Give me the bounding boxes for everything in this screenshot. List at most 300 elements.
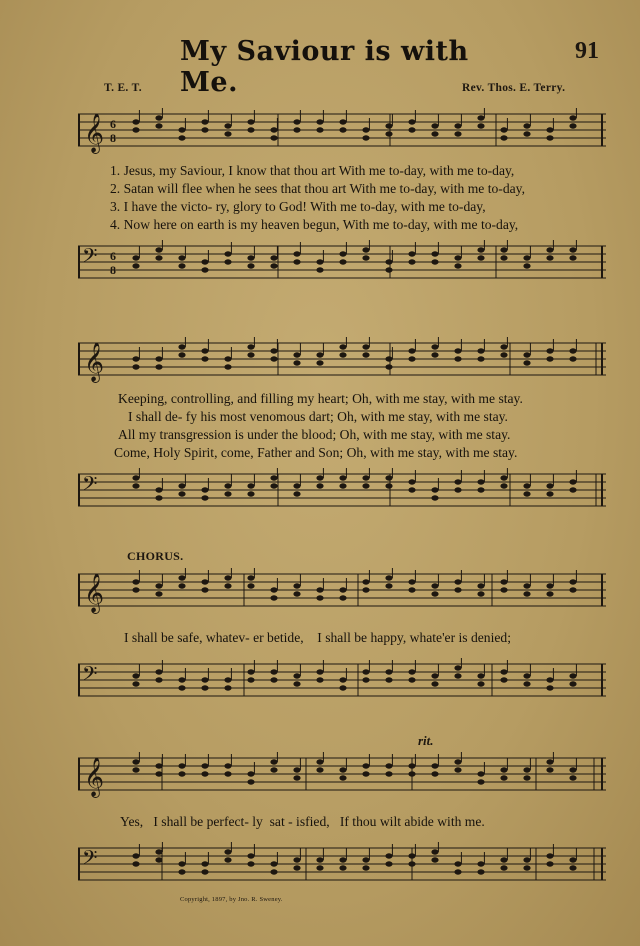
verse-text: I have the victo- ry, glory to God! xyxy=(123,199,307,214)
note-head xyxy=(362,763,369,768)
note-head xyxy=(178,861,185,866)
note-head xyxy=(454,348,461,353)
note-head xyxy=(155,669,162,674)
note-head xyxy=(546,255,553,260)
note-head xyxy=(477,861,484,866)
verse-3-line xyxy=(110,199,486,215)
note-head xyxy=(178,685,185,690)
note-head xyxy=(385,259,392,264)
note-head xyxy=(339,587,346,592)
note-head xyxy=(454,487,461,492)
note-head xyxy=(546,853,553,858)
bass-staff-1 xyxy=(78,238,606,288)
note-head xyxy=(523,591,530,596)
copyright-notice: Copyright, 1897, by Jno. R. Sweney. xyxy=(180,896,283,903)
note-head xyxy=(431,763,438,768)
note-head xyxy=(500,344,507,349)
note-head xyxy=(523,483,530,488)
hymn-title: My Saviour is with Me. xyxy=(180,36,469,98)
note-head xyxy=(132,579,139,584)
treble-staff-4 xyxy=(78,750,606,800)
note-head xyxy=(201,267,208,272)
verse-number: 2. xyxy=(110,181,121,196)
verse-2-line xyxy=(110,181,525,197)
note-head xyxy=(293,352,300,357)
note-head xyxy=(523,673,530,678)
note-head xyxy=(546,348,553,353)
note-head xyxy=(477,591,484,596)
note-head xyxy=(431,771,438,776)
chorus-line-2 xyxy=(120,814,485,830)
note-head xyxy=(316,595,323,600)
note-head xyxy=(270,127,277,132)
note-head xyxy=(247,861,254,866)
note-head xyxy=(362,352,369,357)
note-head xyxy=(339,127,346,132)
note-head xyxy=(454,123,461,128)
note-head xyxy=(408,127,415,132)
note-head xyxy=(477,779,484,784)
note-head xyxy=(270,475,277,480)
note-head xyxy=(408,479,415,484)
note-head xyxy=(339,483,346,488)
note-head xyxy=(224,857,231,862)
note-head xyxy=(408,356,415,361)
note-head xyxy=(500,135,507,140)
verse-text: Come, Holy Spirit, come, Father and Son; xyxy=(114,445,344,460)
note-head xyxy=(132,587,139,592)
note-head xyxy=(431,583,438,588)
note-head xyxy=(500,352,507,357)
note-head xyxy=(454,587,461,592)
note-head xyxy=(339,344,346,349)
noteheads-group xyxy=(132,240,576,273)
treble-staff-1 xyxy=(78,106,606,156)
note-head xyxy=(270,263,277,268)
chorus-text: I shall be safe, whatev- er betide, xyxy=(124,630,304,645)
note-head xyxy=(224,356,231,361)
note-head xyxy=(316,267,323,272)
note-head xyxy=(569,247,576,252)
note-head xyxy=(224,583,231,588)
note-head xyxy=(339,775,346,780)
note-head xyxy=(155,115,162,120)
note-head xyxy=(155,677,162,682)
note-head xyxy=(270,255,277,260)
note-head xyxy=(155,123,162,128)
note-head xyxy=(155,771,162,776)
note-head xyxy=(523,123,530,128)
svg-text:𝄞: 𝄞 xyxy=(84,344,105,381)
note-head xyxy=(316,475,323,480)
note-head xyxy=(477,771,484,776)
note-head xyxy=(155,247,162,252)
note-head xyxy=(454,263,461,268)
note-head xyxy=(155,763,162,768)
note-head xyxy=(523,255,530,260)
treble-staff-2 xyxy=(78,335,606,385)
svg-text:𝄢: 𝄢 xyxy=(82,664,98,690)
note-head xyxy=(569,479,576,484)
note-head xyxy=(132,767,139,772)
note-head xyxy=(316,483,323,488)
note-head xyxy=(224,123,231,128)
note-head xyxy=(316,587,323,592)
note-head xyxy=(178,575,185,580)
treble-staff-3 xyxy=(78,566,606,616)
note-head xyxy=(293,865,300,870)
note-head xyxy=(270,861,277,866)
note-head xyxy=(477,487,484,492)
note-head xyxy=(293,583,300,588)
note-head xyxy=(132,127,139,132)
verse-text: Now here on earth is my heaven begun, xyxy=(123,217,340,232)
note-head xyxy=(339,119,346,124)
note-head xyxy=(339,595,346,600)
note-head xyxy=(408,763,415,768)
note-head xyxy=(431,352,438,357)
note-head xyxy=(362,587,369,592)
note-head xyxy=(339,767,346,772)
note-head xyxy=(270,483,277,488)
note-head xyxy=(523,857,530,862)
note-head xyxy=(385,131,392,136)
note-head xyxy=(201,579,208,584)
svg-text:8: 8 xyxy=(110,263,116,277)
verse-refrain: Oh, with me stay, with me stay. xyxy=(352,391,523,406)
note-head xyxy=(523,263,530,268)
note-head xyxy=(293,360,300,365)
chorus-line-1 xyxy=(124,630,511,646)
note-head xyxy=(132,475,139,480)
note-head xyxy=(293,251,300,256)
note-head xyxy=(178,127,185,132)
note-head xyxy=(132,119,139,124)
note-head xyxy=(247,491,254,496)
note-head xyxy=(270,587,277,592)
note-head xyxy=(408,251,415,256)
note-head xyxy=(500,127,507,132)
note-head xyxy=(500,669,507,674)
note-head xyxy=(316,767,323,772)
verse-text: All my transgression is under the blood; xyxy=(118,427,337,442)
verse-text: Jesus, my Saviour, I know that thou art xyxy=(123,163,336,178)
note-head xyxy=(454,673,461,678)
note-head xyxy=(454,869,461,874)
note-head xyxy=(178,771,185,776)
noteheads-group xyxy=(132,658,576,691)
note-head xyxy=(132,263,139,268)
note-head xyxy=(500,579,507,584)
note-head xyxy=(201,356,208,361)
note-head xyxy=(385,364,392,369)
note-head xyxy=(316,259,323,264)
note-head xyxy=(477,123,484,128)
note-head xyxy=(546,483,553,488)
verse-refrain: Oh, with me stay, with me stay. xyxy=(339,427,511,442)
note-head xyxy=(362,475,369,480)
note-head xyxy=(132,255,139,260)
verse-text: I shall de- fy his most venomous dart; xyxy=(128,409,334,424)
verse-number: 4. xyxy=(110,217,121,232)
note-head xyxy=(477,583,484,588)
note-head xyxy=(546,356,553,361)
note-head xyxy=(293,491,300,496)
verse-refrain: With me to-day, with me to-day, xyxy=(349,181,525,196)
bass-staff-4 xyxy=(78,840,606,890)
note-head xyxy=(546,135,553,140)
note-head xyxy=(316,360,323,365)
note-head xyxy=(132,759,139,764)
note-head xyxy=(270,595,277,600)
note-head xyxy=(224,131,231,136)
note-head xyxy=(569,348,576,353)
note-head xyxy=(385,267,392,272)
note-head xyxy=(155,583,162,588)
verse-2-cont xyxy=(128,409,508,425)
note-head xyxy=(247,263,254,268)
note-head xyxy=(132,681,139,686)
note-head xyxy=(431,487,438,492)
note-head xyxy=(523,865,530,870)
note-head xyxy=(569,579,576,584)
note-head xyxy=(569,123,576,128)
note-head xyxy=(523,352,530,357)
note-head xyxy=(247,127,254,132)
note-head xyxy=(569,857,576,862)
note-head xyxy=(270,869,277,874)
verse-number: 1. xyxy=(110,163,121,178)
note-head xyxy=(546,591,553,596)
note-head xyxy=(431,123,438,128)
note-head xyxy=(316,669,323,674)
note-head xyxy=(408,579,415,584)
note-head xyxy=(362,483,369,488)
note-head xyxy=(546,491,553,496)
note-head xyxy=(224,251,231,256)
verse-text: Satan will flee when he sees that thou art xyxy=(123,181,347,196)
note-head xyxy=(500,767,507,772)
note-head xyxy=(454,579,461,584)
svg-text:6: 6 xyxy=(110,249,116,263)
note-head xyxy=(523,767,530,772)
note-head xyxy=(385,763,392,768)
note-head xyxy=(454,131,461,136)
note-head xyxy=(569,587,576,592)
note-head xyxy=(201,677,208,682)
note-head xyxy=(546,677,553,682)
note-head xyxy=(431,259,438,264)
note-head xyxy=(500,775,507,780)
note-head xyxy=(523,583,530,588)
note-head xyxy=(408,487,415,492)
note-head xyxy=(431,344,438,349)
note-head xyxy=(523,131,530,136)
note-head xyxy=(316,865,323,870)
note-head xyxy=(477,681,484,686)
note-head xyxy=(178,344,185,349)
noteheads-group xyxy=(132,842,576,875)
note-head xyxy=(362,771,369,776)
page-number: 91 xyxy=(575,38,599,64)
note-head xyxy=(270,135,277,140)
bass-staff-2 xyxy=(78,466,606,516)
note-head xyxy=(569,255,576,260)
note-head xyxy=(385,861,392,866)
note-head xyxy=(155,857,162,862)
note-head xyxy=(224,763,231,768)
note-head xyxy=(523,775,530,780)
note-head xyxy=(270,669,277,674)
note-head xyxy=(362,135,369,140)
note-head xyxy=(362,255,369,260)
note-head xyxy=(408,677,415,682)
verse-refrain: With me to-day, with me to-day, xyxy=(310,199,486,214)
note-head xyxy=(178,135,185,140)
note-head xyxy=(362,579,369,584)
note-head xyxy=(569,115,576,120)
note-head xyxy=(431,591,438,596)
note-head xyxy=(178,483,185,488)
note-head xyxy=(569,681,576,686)
note-head xyxy=(546,583,553,588)
note-head xyxy=(477,348,484,353)
tempo-mark: rit. xyxy=(418,733,434,748)
note-head xyxy=(293,259,300,264)
note-head xyxy=(178,491,185,496)
note-head xyxy=(546,127,553,132)
note-head xyxy=(339,865,346,870)
note-head xyxy=(293,591,300,596)
note-head xyxy=(500,483,507,488)
note-head xyxy=(408,669,415,674)
note-head xyxy=(293,775,300,780)
note-head xyxy=(178,263,185,268)
note-head xyxy=(431,251,438,256)
note-head xyxy=(431,857,438,862)
note-head xyxy=(316,857,323,862)
note-head xyxy=(293,127,300,132)
note-head xyxy=(477,479,484,484)
note-head xyxy=(224,771,231,776)
note-head xyxy=(500,247,507,252)
note-head xyxy=(546,247,553,252)
note-head xyxy=(385,123,392,128)
verse-3-cont xyxy=(118,427,510,443)
note-head xyxy=(201,685,208,690)
note-head xyxy=(431,673,438,678)
note-head xyxy=(477,869,484,874)
chorus-label: CHORUS. xyxy=(127,549,184,563)
note-head xyxy=(224,364,231,369)
note-head xyxy=(477,356,484,361)
note-head xyxy=(385,771,392,776)
note-head xyxy=(339,677,346,682)
note-head xyxy=(385,853,392,858)
lyricist-initials: T. E. T. xyxy=(104,82,142,94)
note-head xyxy=(546,759,553,764)
note-head xyxy=(362,865,369,870)
note-head xyxy=(523,491,530,496)
note-head xyxy=(224,677,231,682)
note-head xyxy=(477,247,484,252)
verse-1-cont xyxy=(118,391,523,407)
note-head xyxy=(500,857,507,862)
note-head xyxy=(385,475,392,480)
note-head xyxy=(270,759,277,764)
note-head xyxy=(339,251,346,256)
note-head xyxy=(247,483,254,488)
note-head xyxy=(132,356,139,361)
note-head xyxy=(155,356,162,361)
note-head xyxy=(201,348,208,353)
note-head xyxy=(316,759,323,764)
note-head xyxy=(431,131,438,136)
note-head xyxy=(500,587,507,592)
note-head xyxy=(247,352,254,357)
note-head xyxy=(546,685,553,690)
note-head xyxy=(201,259,208,264)
note-head xyxy=(454,861,461,866)
note-head xyxy=(569,356,576,361)
note-head xyxy=(408,259,415,264)
svg-text:𝄢: 𝄢 xyxy=(82,474,98,500)
note-head xyxy=(454,255,461,260)
note-head xyxy=(155,495,162,500)
note-head xyxy=(293,119,300,124)
note-head xyxy=(201,861,208,866)
note-head xyxy=(454,767,461,772)
note-head xyxy=(339,352,346,357)
chorus-text: I shall be happy, whate'er is denied; xyxy=(317,630,511,645)
note-head xyxy=(454,356,461,361)
svg-text:8: 8 xyxy=(110,131,116,145)
verse-refrain: Oh, with me stay, with me stay. xyxy=(346,445,518,460)
note-head xyxy=(569,673,576,678)
note-head xyxy=(362,677,369,682)
note-head xyxy=(201,495,208,500)
note-head xyxy=(454,665,461,670)
noteheads-group xyxy=(132,108,576,141)
note-head xyxy=(247,344,254,349)
note-head xyxy=(477,115,484,120)
note-head xyxy=(523,681,530,686)
note-head xyxy=(500,865,507,870)
note-head xyxy=(431,495,438,500)
note-head xyxy=(155,487,162,492)
note-head xyxy=(431,681,438,686)
note-head xyxy=(362,127,369,132)
note-head xyxy=(454,759,461,764)
note-head xyxy=(270,767,277,772)
note-head xyxy=(454,479,461,484)
note-head xyxy=(155,849,162,854)
note-head xyxy=(247,255,254,260)
note-head xyxy=(224,491,231,496)
verse-4-line xyxy=(110,217,518,233)
note-head xyxy=(477,673,484,678)
note-head xyxy=(224,259,231,264)
note-head xyxy=(500,677,507,682)
note-head xyxy=(201,763,208,768)
note-head xyxy=(178,677,185,682)
note-head xyxy=(339,475,346,480)
note-head xyxy=(270,356,277,361)
verse-refrain: With me to-day, with me to-day, xyxy=(338,163,515,178)
verse-refrain: Oh, with me stay, with me stay. xyxy=(337,409,508,424)
svg-text:6: 6 xyxy=(110,117,116,131)
note-head xyxy=(270,348,277,353)
